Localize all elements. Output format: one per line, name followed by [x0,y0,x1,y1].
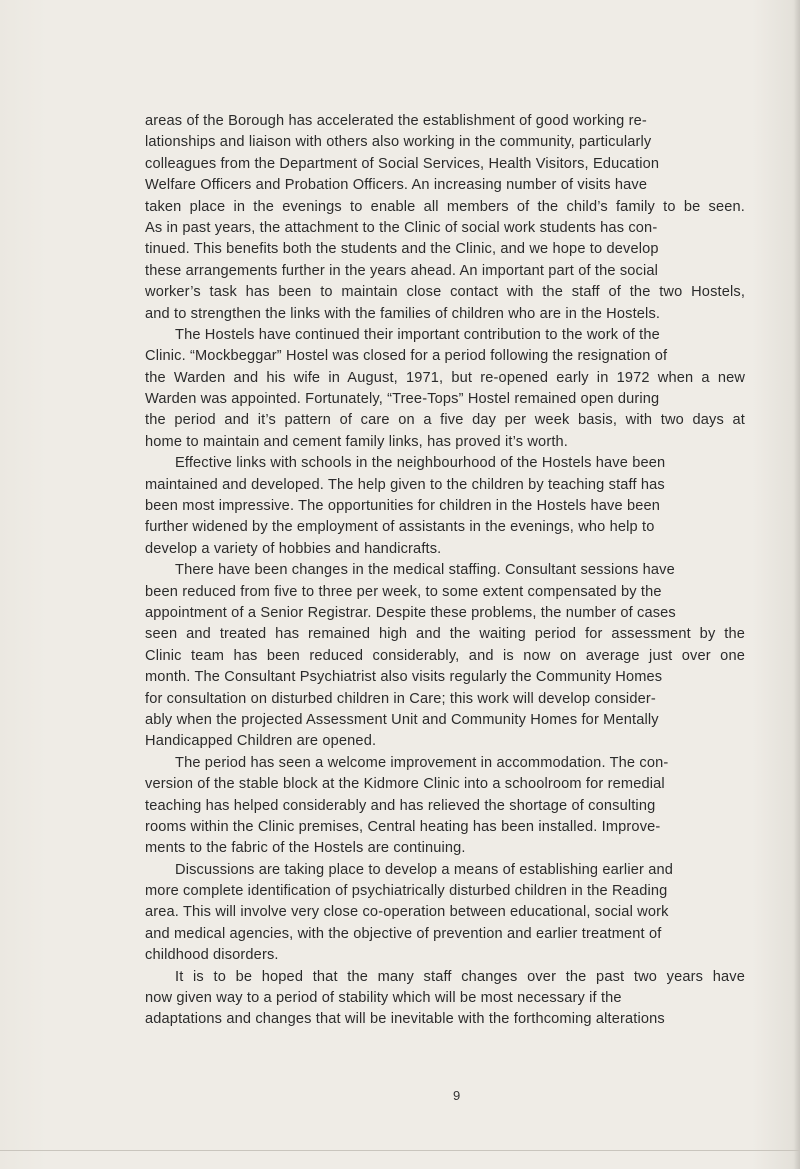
text-line: month. The Consultant Psychiatrist also visits regularly the Community Homes [145,669,663,686]
text-line: colleagues from the Department of Social Services, Health Visitors, Education [145,155,660,172]
text-line: As in past years, the attachment to the Clinic of social work students has con- [145,219,658,236]
text-line: version of the stable block at the Kidmore Clinic into a schoolroom for remedial [145,776,665,793]
text-line: Discussions are taking place to develop a means of establishing earlier and [175,861,673,878]
text-line: lationships and liaison with others also working in the community, particularly [145,134,652,151]
text-line: The period has seen a welcome improvement in accommodation. The con- [175,754,669,771]
text-line: home to maintain and cement family links, has proved it’s worth. [145,433,569,450]
text-line: rooms within the Clinic premises, Central heating has been installed. Improve- [145,818,661,835]
text-line: these arrangements further in the years ahead. An important part of the social [145,262,659,279]
text-line: been reduced from five to three per week, to some extent compensated by the [145,583,662,600]
text-line: It is to be hoped that the many staff changes over the past two years have [175,968,745,985]
text-line: worker’s task has been to maintain close contact with the staff of the two Hostels, [145,284,746,301]
text-line: and medical agencies, with the objective of prevention and earlier treatment of [145,925,662,942]
text-line: more complete identification of psychiatrically disturbed children in the Reading [145,883,668,900]
page-number: 9 [453,1088,461,1103]
text-line: Clinic team has been reduced considerably, and is now on average just over one [145,647,745,664]
text-line: and to strengthen the links with the families of children who are in the Hostels. [145,305,661,322]
text-line: areas of the Borough has accelerated the establishment of good working re- [145,113,647,129]
text-line: Welfare Officers and Probation Officers. An increasing number of visits have [145,177,648,194]
text-line: There have been changes in the medical staffing. Consultant sessions have [175,562,675,579]
page-edge-shadow [794,0,800,1169]
text-line: the period and it’s pattern of care on a five day per week basis, with two days at [145,412,745,429]
text-line: Handicapped Children are opened. [145,733,377,750]
text-line: Effective links with schools in the neighbourhood of the Hostels have been [175,455,666,472]
scan-bottom-edge [0,1150,800,1151]
text-line: seen and treated has remained high and the waiting period for assessment by the [145,626,746,643]
text-line: for consultation on disturbed children in Care; this work will develop consider- [145,690,656,707]
text-line: Warden was appointed. Fortunately, “Tree-Tops” Hostel remained open during [145,391,660,408]
text-line: ably when the projected Assessment Unit and Community Homes for Mentally [145,711,659,728]
text-line: appointment of a Senior Registrar. Despite these problems, the number of cases [145,604,676,621]
body-text [145,111,745,1031]
text-line: maintained and developed. The help given to the children by teaching staff has [145,476,665,493]
text-line: develop a variety of hobbies and handicrafts. [145,540,442,557]
text-line: Clinic. “Mockbeggar” Hostel was closed for a period following the resignation of [145,348,668,365]
text-line: ments to the fabric of the Hostels are continuing. [145,840,466,857]
text-line: now given way to a period of stability which will be most necessary if the [145,990,622,1007]
text-line: tinued. This benefits both the students and the Clinic, and we hope to develop [145,241,659,258]
text-line: been most impressive. The opportunities for children in the Hostels have been [145,498,661,515]
text-line: taken place in the evenings to enable all members of the child’s family to be seen. [145,198,745,215]
text-line: childhood disorders. [145,947,279,964]
text-line: area. This will involve very close co-operation between educational, social work [145,904,669,921]
text-line: adaptations and changes that will be inevitable with the forthcoming alterations [145,1011,665,1028]
text-line: teaching has helped considerably and has relieved the shortage of consulting [145,797,656,814]
text-line: further widened by the employment of assistants in the evenings, who help to [145,519,655,536]
text-line: the Warden and his wife in August, 1971, but re-opened early in 1972 when a new [145,369,746,386]
text-line: The Hostels have continued their important contribution to the work of the [175,326,660,343]
